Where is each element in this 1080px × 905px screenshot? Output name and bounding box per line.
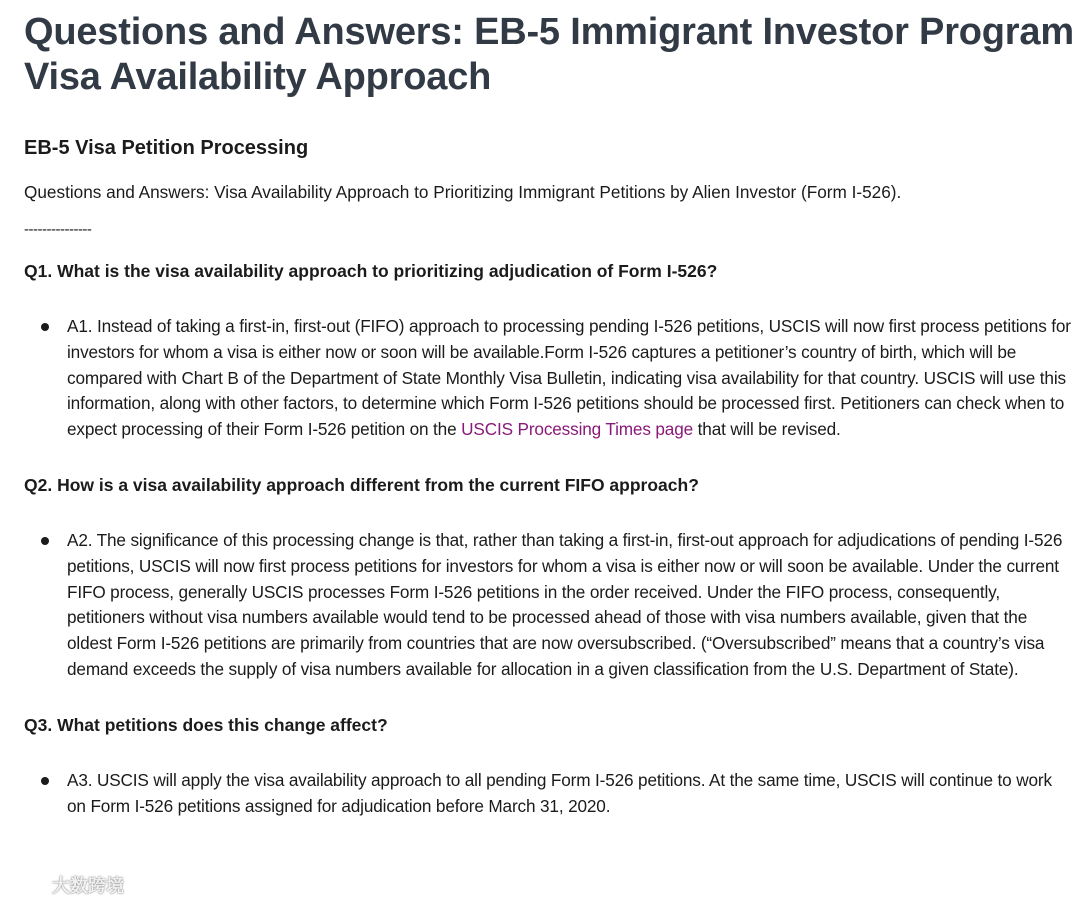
page-title: Questions and Answers: EB-5 Immigrant Investor Program Visa Availability Approach bbox=[24, 11, 1074, 98]
watermark bbox=[10, 872, 124, 898]
answer-1-text: A1. Instead of taking a first-in, first-out (FIFO) approach to processing pending I-526 petitions, USCIS will now first process petitions for investors for whom a visa is either now or soon will be available.Form I-526 captures a petitioner’s country of birth, which will be compared with Chart B of the Department of State Monthly Visa Bulletin, indicating visa availability for that country. USCIS will use this information, along with other factors, to determine which Form I-526 petitions should be processed first. Petitioners can check when to expect processing of their Form I-526 petition on the bbox=[67, 316, 1071, 440]
answer-list-2 bbox=[24, 528, 1074, 683]
weibo-logo-icon bbox=[10, 874, 48, 896]
answer-2-text: A2. The significance of this processing change is that, rather than taking a first-in, first-out approach for adjudications of pending I-526 petitions, USCIS will now first process petitions for investors for whom a visa is either now or will soon be available. Under the current FIFO process, generally USCIS processes Form I-526 petitions in the order received. Under the FIFO process, consequently, petitioners without visa numbers available would tend to be processed ahead of those with visa numbers available, given that the oldest Form I-526 petitions are primarily from countries that are now oversubscribed. (“Oversubscribed” means that a country’s visa demand exceeds the supply of visa numbers available for allocation in a given classification from the U.S. Department of State). bbox=[67, 529, 1063, 679]
answer-1 bbox=[24, 314, 1074, 443]
question-1: Q1. What is the visa availability approach to prioritizing adjudication of Form I-526? bbox=[24, 261, 718, 281]
section-heading: EB-5 Visa Petition Processing bbox=[24, 137, 309, 159]
answer-2 bbox=[24, 528, 1074, 683]
watermark-text: 大数跨境 bbox=[52, 876, 124, 896]
question-2: Q2. How is a visa availability approach different from the current FIFO approach? bbox=[24, 474, 699, 495]
processing-times-link[interactable]: USCIS Processing Times page bbox=[461, 419, 694, 440]
question-3: Q3. What petitions does this change affect? bbox=[24, 714, 388, 735]
article bbox=[24, 10, 1074, 819]
bullet-icon bbox=[41, 777, 49, 785]
divider-line: --------------- bbox=[24, 221, 92, 238]
bullet-icon bbox=[41, 323, 49, 331]
answer-list-3 bbox=[24, 768, 1074, 820]
answer-1-text-end: that will be revised. bbox=[693, 419, 841, 440]
intro-paragraph: Questions and Answers: Visa Availability Approach to Prioritizing Immigrant Petitions by Alien Investor (Form I-526). bbox=[24, 182, 902, 202]
answer-3-text: A3. USCIS will apply the visa availability approach to all pending Form I-526 petitions. At the same time, USCIS will continue to work on Form I-526 petitions assigned for adjudication before March 31, 2020. bbox=[67, 769, 1052, 816]
answer-list-1 bbox=[24, 314, 1074, 443]
answer-3 bbox=[24, 768, 1074, 820]
bullet-icon bbox=[41, 537, 49, 545]
